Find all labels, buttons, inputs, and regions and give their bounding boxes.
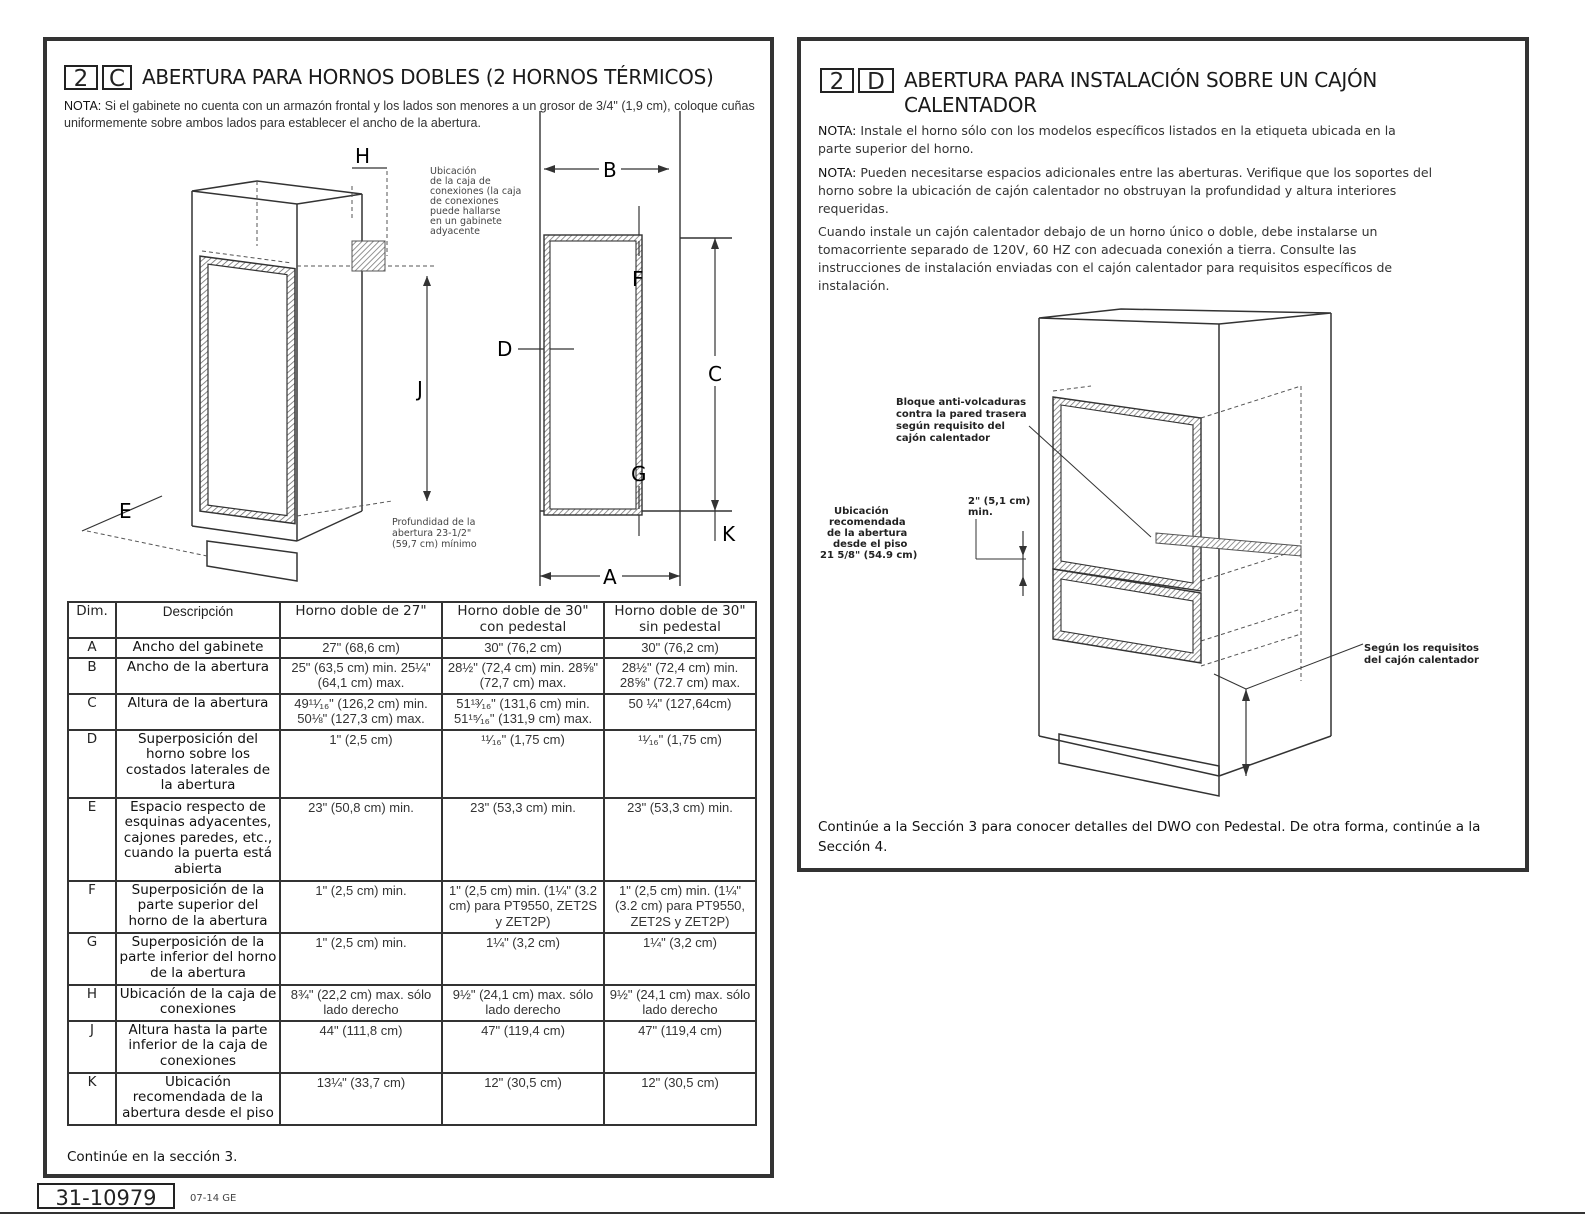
continue-text: Continúe a la Sección 3 para conocer detalles del DWO con Pedestal. De otra forma, continúe a la Sección 4. — [818, 819, 1481, 855]
section-number-badge: 2 — [820, 68, 854, 93]
value-27-cell: 25" (63,5 cm) min. 25¼" (64,1 cm) max. — [280, 658, 442, 694]
bottom-rule — [0, 1212, 1585, 1214]
col-header-27: Horno doble de 27" — [280, 602, 442, 638]
value-30-no-pedestal-cell: 12" (30,5 cm) — [604, 1073, 756, 1125]
document-number: 31-10979 — [37, 1183, 175, 1209]
dim-cell: H — [68, 985, 116, 1021]
depth-note-line: abertura 23-1/2" — [392, 528, 472, 539]
dim-cell: G — [68, 933, 116, 985]
antitip-label: cajón calentador — [896, 433, 991, 444]
value-27-cell: 23" (50,8 cm) min. — [280, 798, 442, 881]
recommended-label: Ubicación — [834, 506, 889, 517]
col-header-30-no-pedestal: Horno doble de 30" sin pedestal — [604, 602, 756, 638]
description-cell: Ancho del gabinete — [116, 638, 280, 658]
dim-cell: J — [68, 1021, 116, 1073]
section-number-badge: 2 — [64, 65, 98, 90]
gap-label: min. — [968, 507, 993, 518]
value-30-no-pedestal-cell: 1" (2,5 cm) min. (1¼" (3.2 cm) para PT9550, ZET2S y ZET2P) — [604, 881, 756, 933]
table-row — [68, 881, 756, 933]
value-30-pedestal-cell: 12" (30,5 cm) — [442, 1073, 604, 1125]
table-row — [68, 638, 756, 658]
dim-cell: K — [68, 1073, 116, 1125]
description-cell: Superposición de la parte superior del horno de la abertura — [116, 881, 280, 933]
dim-cell: C — [68, 694, 116, 730]
antitip-label: según requisito del — [896, 421, 1005, 432]
recommended-label: 21 5/8" (54.9 cm) — [820, 550, 918, 561]
table-row — [68, 730, 756, 798]
junction-note-line: Ubicación — [430, 166, 477, 177]
outlet-paragraph: Cuando instale un cajón calentador debajo de un horno único o doble, debe instalarse un tomacorriente separado de 120V, 60 HZ con adecuada conexión a tierra. Consulte las instrucciones de instalación enviadas con el cajón calentador para requisitos específicos de instalación. — [818, 224, 1393, 293]
dim-label-a: A — [603, 565, 617, 589]
note-label: NOTA: — [818, 123, 857, 138]
section-2c-panel — [43, 37, 774, 1178]
recommended-label: desde el piso — [833, 539, 908, 550]
antitip-label: Bloque anti-volcaduras — [896, 397, 1027, 408]
value-30-pedestal-cell: 9½" (24,1 cm) max. sólo lado derecho — [442, 985, 604, 1021]
description-cell: Espacio respecto de esquinas adyacentes, cajones paredes, etc., cuando la puerta está abierta — [116, 798, 280, 881]
double-oven-cutout-diagram — [47, 41, 770, 601]
value-30-pedestal-cell: 47" (119,4 cm) — [442, 1021, 604, 1073]
description-cell: Ubicación recomendada de la abertura desde el piso — [116, 1073, 280, 1125]
depth-note-line: (59,7 cm) mínimo — [392, 539, 477, 550]
value-30-no-pedestal-cell: 28½" (72,4 cm) min. 28⅝" (72.7 cm) max. — [604, 658, 756, 694]
note-text: Si el gabinete no cuenta con un armazón frontal y los lados son menores a un grosor de 3/4" (1,9 cm), coloque cuñas uniformemente sobre ambos lados para establecer el ancho de la abertura. — [64, 99, 755, 130]
dim-label-k: K — [722, 522, 736, 546]
note-text: Pueden necesitarse espacios adicionales entre las aberturas. Verifique que los soportes del horno sobre la ubicación de cajón calentador no obstruyan la profundidad y altura interiores requeridas. — [818, 165, 1433, 216]
dim-label-j: J — [417, 377, 423, 401]
recommended-label: recomendada — [829, 517, 906, 528]
col-header-dim: Dim. — [68, 602, 116, 638]
section-2d-panel — [797, 37, 1529, 872]
value-30-pedestal-cell: 1¼" (3,2 cm) — [442, 933, 604, 985]
junction-note-line: de conexiones — [430, 196, 499, 207]
section-letter-badge: D — [858, 68, 894, 93]
value-27-cell: 49¹¹⁄₁₆" (126,2 cm) min. 50⅛" (127,3 cm) max. — [280, 694, 442, 730]
date-code: 07-14 GE — [190, 1193, 237, 1204]
junction-note-line: adyacente — [430, 226, 480, 237]
table-row — [68, 1073, 756, 1125]
description-cell: Altura hasta la parte inferior de la caja de conexiones — [116, 1021, 280, 1073]
junction-note-line: de la caja de — [430, 176, 491, 187]
table-row — [68, 985, 756, 1021]
dim-cell: F — [68, 881, 116, 933]
antitip-label: contra la pared trasera — [896, 409, 1027, 420]
value-30-pedestal-cell: 30" (76,2 cm) — [442, 638, 604, 658]
section-title-line2: CALENTADOR — [904, 93, 1037, 117]
value-30-no-pedestal-cell: 1¼" (3,2 cm) — [604, 933, 756, 985]
junction-box — [352, 241, 385, 271]
value-27-cell: 1" (2,5 cm) min. — [280, 933, 442, 985]
dim-cell: E — [68, 798, 116, 881]
dim-label-d: D — [497, 337, 513, 361]
value-27-cell: 1" (2,5 cm) min. — [280, 881, 442, 933]
section-title: ABERTURA PARA HORNOS DOBLES (2 HORNOS TÉRMICOS) — [142, 65, 714, 89]
value-30-pedestal-cell: 51¹³⁄₁₆" (131,6 cm) min. 51¹⁵⁄₁₆" (131,9 cm) max. — [442, 694, 604, 730]
dim-label-g: G — [631, 462, 647, 486]
dim-label-c: C — [708, 362, 722, 386]
value-30-pedestal-cell: 23" (53,3 cm) min. — [442, 798, 604, 881]
gap-label: 2" (5,1 cm) — [968, 496, 1031, 507]
note-label: NOTA: — [818, 165, 857, 180]
dim-label-e: E — [119, 499, 132, 523]
value-27-cell: 13¼" (33,7 cm) — [280, 1073, 442, 1125]
value-30-pedestal-cell: 1" (2,5 cm) min. (1¼" (3.2 cm) para PT9550, ZET2S y ZET2P) — [442, 881, 604, 933]
junction-note-line: puede hallarse — [430, 206, 501, 217]
value-30-no-pedestal-cell: 47" (119,4 cm) — [604, 1021, 756, 1073]
junction-note-line: en un gabinete — [430, 216, 502, 227]
dim-cell: D — [68, 730, 116, 798]
warming-drawer-diagram — [801, 41, 1525, 801]
depth-note-line: Profundidad de la — [392, 517, 476, 528]
section-title-line1: ABERTURA PARA INSTALACIÓN SOBRE UN CAJÓN — [904, 68, 1378, 92]
dimensions-table — [67, 601, 757, 1126]
dim-label-b: B — [603, 158, 617, 182]
table-row — [68, 798, 756, 881]
recommended-label: de la abertura — [827, 528, 908, 539]
value-30-no-pedestal-cell: ¹¹⁄₁₆" (1,75 cm) — [604, 730, 756, 798]
drawer-req-label: Según los requisitos — [1364, 643, 1479, 654]
value-30-no-pedestal-cell: 30" (76,2 cm) — [604, 638, 756, 658]
value-27-cell: 27" (68,6 cm) — [280, 638, 442, 658]
table-row — [68, 658, 756, 694]
dim-label-h: H — [355, 144, 371, 168]
dim-label-f: F — [632, 267, 644, 291]
table-row — [68, 694, 756, 730]
junction-note-line: conexiones (la caja — [430, 186, 522, 197]
value-30-no-pedestal-cell: 50 ¼" (127,64cm) — [604, 694, 756, 730]
value-30-no-pedestal-cell: 9½" (24,1 cm) max. sólo lado derecho — [604, 985, 756, 1021]
dim-cell: B — [68, 658, 116, 694]
continue-text: Continúe en la sección 3. — [67, 1149, 238, 1165]
section-letter-badge: C — [102, 65, 132, 90]
note-text: Instale el horno sólo con los modelos específicos listados en la etiqueta ubicada en la parte superior del horno. — [818, 123, 1396, 156]
description-cell: Altura de la abertura — [116, 694, 280, 730]
description-cell: Superposición de la parte inferior del horno de la abertura — [116, 933, 280, 985]
value-27-cell: 44" (111,8 cm) — [280, 1021, 442, 1073]
note-label: NOTA: — [64, 99, 102, 113]
description-cell: Superposición del horno sobre los costados laterales de la abertura — [116, 730, 280, 798]
description-cell: Ancho de la abertura — [116, 658, 280, 694]
description-cell: Ubicación de la caja de conexiones — [116, 985, 280, 1021]
dim-cell: A — [68, 638, 116, 658]
value-27-cell: 8¾" (22,2 cm) max. sólo lado derecho — [280, 985, 442, 1021]
drawer-req-label: del cajón calentador — [1364, 655, 1479, 666]
col-header-desc: Descripción — [116, 602, 280, 638]
value-27-cell: 1" (2,5 cm) — [280, 730, 442, 798]
value-30-no-pedestal-cell: 23" (53,3 cm) min. — [604, 798, 756, 881]
table-row — [68, 933, 756, 985]
col-header-30-pedestal: Horno doble de 30" con pedestal — [442, 602, 604, 638]
value-30-pedestal-cell: 28½" (72,4 cm) min. 28⅝" (72,7 cm) max. — [442, 658, 604, 694]
value-30-pedestal-cell: ¹¹⁄₁₆" (1,75 cm) — [442, 730, 604, 798]
table-row — [68, 1021, 756, 1073]
